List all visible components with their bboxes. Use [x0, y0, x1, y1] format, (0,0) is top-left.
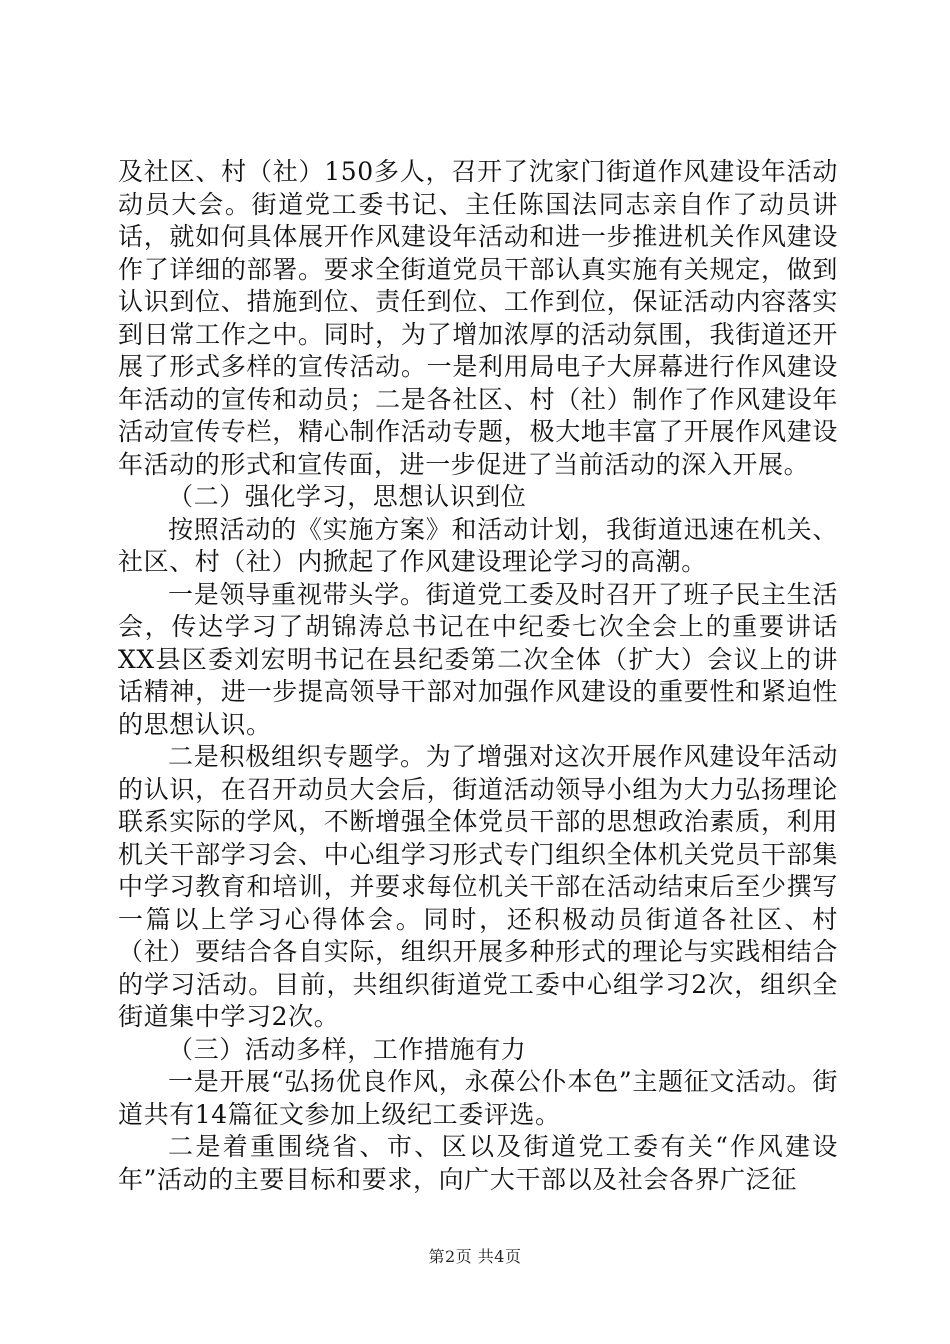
section-heading-3: （三）活动多样，工作措施有力	[168, 1034, 527, 1064]
paragraph-continuation: 及社区、村（社）150多人，召开了沈家门街道作风建设年活动动员大会。街道党工委书记、主任陈国法同志亲自作了动员讲话，就如何具体展开作风建设年活动和进一步推进机关作风建设作了详细的部署。要求全街道党员干部认真实施有关规定，做到认识到位、措施到位、责任到位、工作到位，保证活动内容落实到日常工作之中。同时，为了增加浓厚的活动氛围，我街道还开展了形式多样的宣传活动。一是利用局电子大屏幕进行作风建设年活动的宣传和动员；二是各社区、村（社）制作了作风建设年活动宣传专栏，精心制作活动专题，极大地丰富了开展作风建设年活动的形式和宣传面，进一步促进了当前活动的深入开展。	[118, 157, 838, 479]
section-heading-2: （二）强化学习，思想认识到位	[168, 482, 527, 511]
paragraph: 二是积极组织专题学。为了增强对这次开展作风建设年活动的认识，在召开动员大会后，街道活动领导小组为大力弘扬理论联系实际的学风，不断增强全体党员干部的思想政治素质，利用机关干部学习会、中心组学习形式专门组织全体机关党员干部集中学习教育和培训，并要求每位机关干部在活动结束后至少撰写一篇以上学习心得体会。同时，还积极动员街道各社区、村（社）要结合各自实际，组织开展多种形式的理论与实践相结合的学习活动。目前，共组织街道党工委中心组学习2次，组织全街道集中学习2次。	[118, 742, 838, 1031]
paragraph: 一是领导重视带头学。街道党工委及时召开了班子民主生活会，传达学习了胡锦涛总书记在中纪委七次全会上的重要讲话XX县区委刘宏明书记在县纪委第二次全体（扩大）会议上的讲话精神，进一步提高领导干部对加强作风建设的重要性和紧迫性的思想认识。	[118, 579, 838, 739]
paragraph: 按照活动的《实施方案》和活动计划，我街道迅速在机关、社区、村（社）内掀起了作风建设理论学习的高潮。	[118, 514, 838, 576]
page-footer: 第2页 共4页	[428, 1247, 522, 1266]
paragraph: 二是着重围绕省、市、区以及街道党工委有关“作风建设年”活动的主要目标和要求，向广大干部以及社会各界广泛征	[118, 1132, 838, 1194]
document-body	[118, 156, 838, 1196]
paragraph: 一是开展“弘扬优良作风，永葆公仆本色”主题征文活动。街道共有14篇征文参加上级纪工委评选。	[118, 1067, 838, 1129]
